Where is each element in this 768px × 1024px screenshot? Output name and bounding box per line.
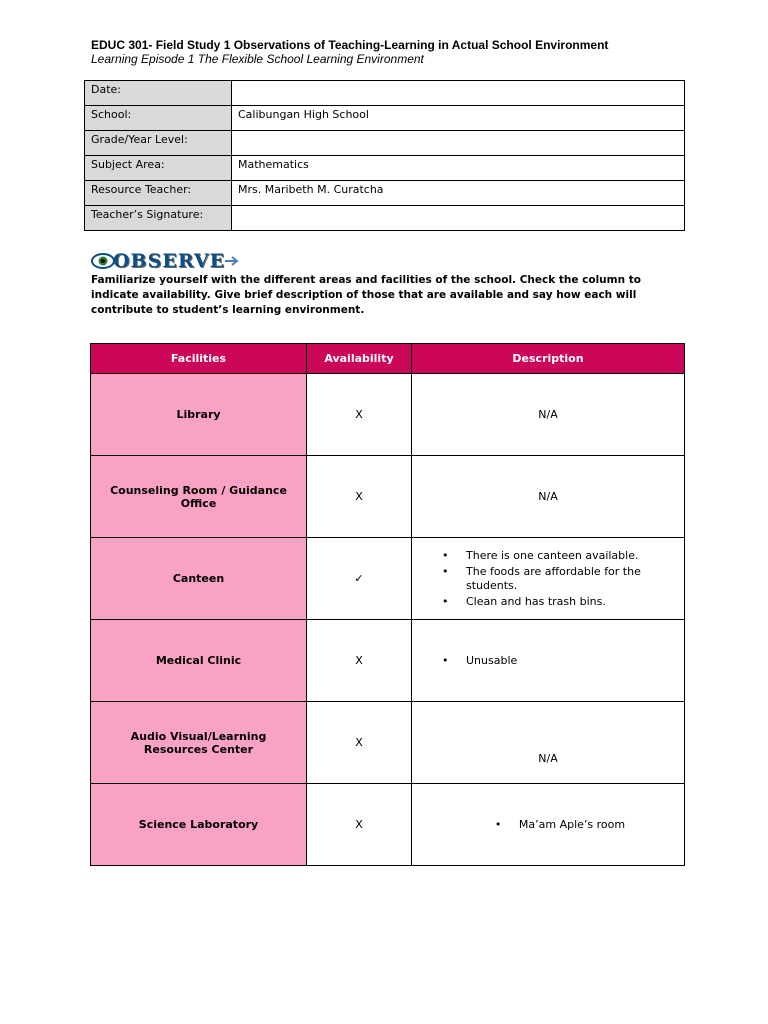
info-value [232, 206, 685, 231]
info-label: Resource Teacher: [85, 181, 232, 206]
info-label: Grade/Year Level: [85, 131, 232, 156]
facility-name: Medical Clinic [91, 620, 307, 702]
observe-logo-text: OBSERVE [113, 250, 226, 272]
table-row [91, 620, 685, 702]
availability-cell: X [307, 620, 412, 702]
description-cell: N/A [412, 702, 685, 784]
info-label: Teacher’s Signature: [85, 206, 232, 231]
info-row-signature [85, 206, 685, 231]
table-row [91, 702, 685, 784]
info-value: Mathematics [232, 156, 685, 181]
description-bullet [442, 565, 678, 593]
bullet-icon: • [442, 594, 449, 608]
bullet-icon: • [442, 653, 449, 667]
header-facilities: Facilities [91, 344, 307, 374]
availability-cell: ✓ [307, 538, 412, 620]
availability-cell: X [307, 702, 412, 784]
availability-cell: X [307, 784, 412, 866]
description-bullet [495, 818, 625, 832]
bullet-icon: • [494, 817, 502, 831]
info-label: Subject Area: [85, 156, 232, 181]
bullet-text: There is one canteen available. [466, 548, 639, 562]
availability-cell: X [307, 456, 412, 538]
info-table [84, 80, 685, 231]
info-value: Calibungan High School [232, 106, 685, 131]
description-cell [412, 784, 685, 866]
info-value [232, 81, 685, 106]
info-row-date [85, 81, 685, 106]
description-cell [412, 538, 685, 620]
description-list [471, 816, 625, 834]
description-cell: N/A [412, 374, 685, 456]
header-description: Description [412, 344, 685, 374]
table-row [91, 538, 685, 620]
facilities-table [90, 343, 685, 866]
facility-name: Counseling Room / Guidance Office [91, 456, 307, 538]
observe-heading [91, 250, 239, 272]
info-label: School: [85, 106, 232, 131]
info-label: Date: [85, 81, 232, 106]
description-bullet [442, 654, 678, 668]
description-list [418, 549, 678, 609]
table-row [91, 374, 685, 456]
description-list [418, 654, 678, 668]
arrow-icon [225, 256, 239, 266]
bullet-icon: • [442, 548, 449, 562]
description-bullet [442, 549, 678, 563]
bullet-text: Ma’am Aple’s room [518, 817, 626, 831]
info-row-subject [85, 156, 685, 181]
bullet-text: Unusable [466, 653, 518, 667]
facility-name: Science Laboratory [91, 784, 307, 866]
observe-instructions: Familiarize yourself with the different areas and facilities of the school. Check the column to indicate availability. Give brief description of those that are available and say how each will contribute to student’s learning environment. [91, 274, 641, 316]
document-title: EDUC 301- Field Study 1 Observations of Teaching-Learning in Actual School Environment [91, 38, 609, 52]
facility-name: Library [91, 374, 307, 456]
availability-cell: X [307, 374, 412, 456]
facility-name: Audio Visual/Learning Resources Center [91, 702, 307, 784]
description-bullet [442, 595, 678, 609]
table-row [91, 784, 685, 866]
bullet-text: The foods are affordable for the students. [466, 564, 641, 592]
info-row-teacher [85, 181, 685, 206]
document-subtitle: Learning Episode 1 The Flexible School Learning Environment [91, 52, 424, 66]
table-row [91, 456, 685, 538]
info-value: Mrs. Maribeth M. Curatcha [232, 181, 685, 206]
description-cell: N/A [412, 456, 685, 538]
info-row-grade [85, 131, 685, 156]
header-availability: Availability [307, 344, 412, 374]
bullet-text: Clean and has trash bins. [466, 594, 606, 608]
description-cell [412, 620, 685, 702]
bullet-icon: • [442, 564, 449, 578]
info-value [232, 131, 685, 156]
facility-name: Canteen [91, 538, 307, 620]
table-header-row [91, 344, 685, 374]
info-row-school [85, 106, 685, 131]
